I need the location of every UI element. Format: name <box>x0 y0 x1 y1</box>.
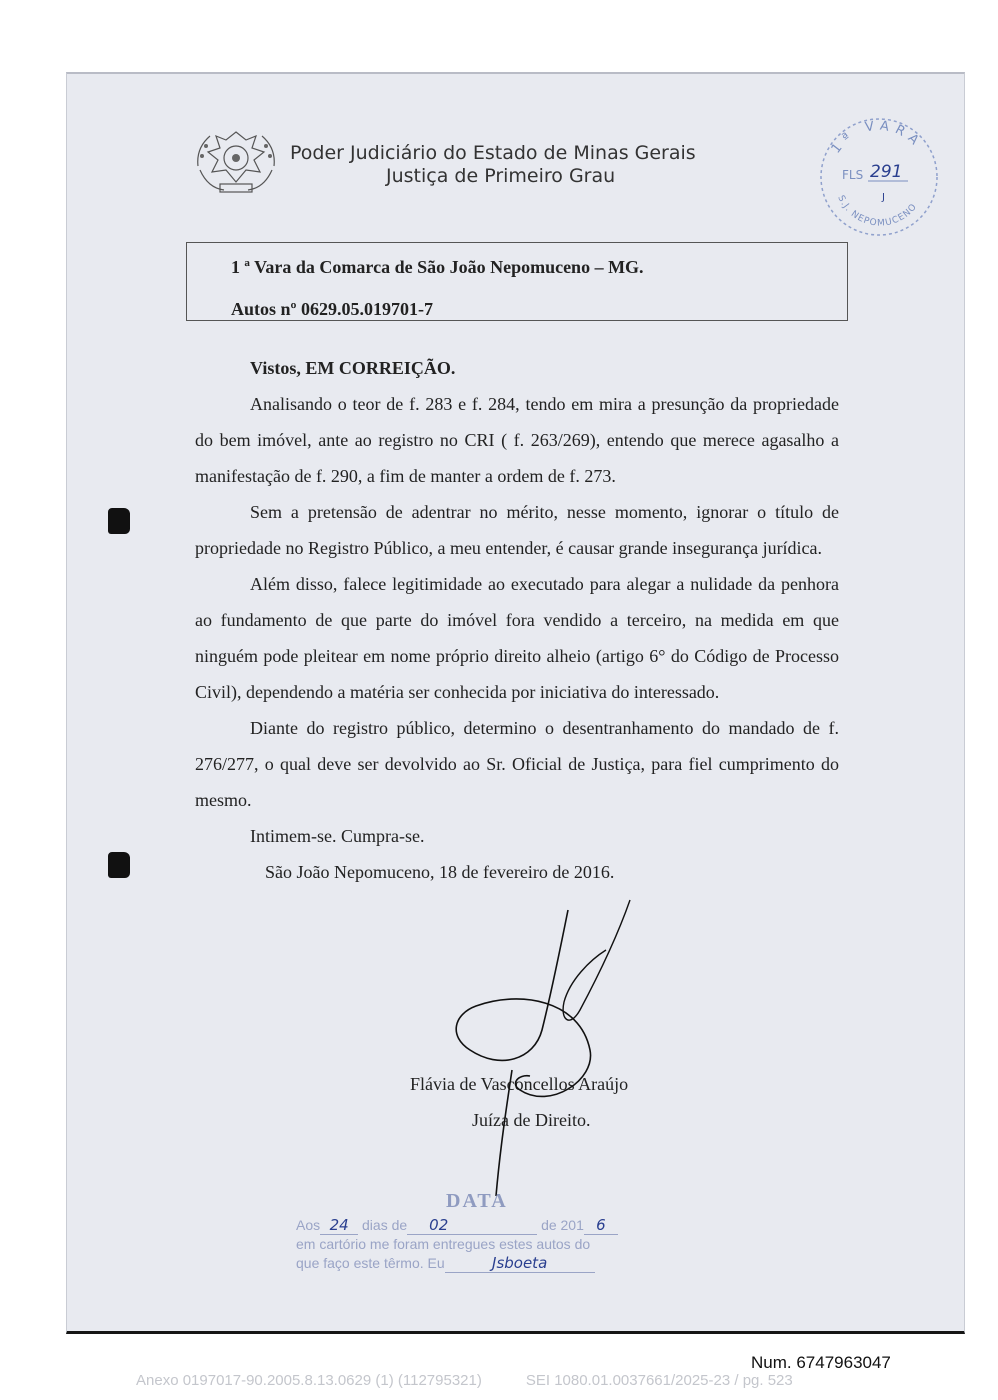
paragraph-3: Além disso, falece legitimidade ao executado para alegar a nulidade da penhora ao fundamento de que parte do imóvel fora vendido a terceiro, na medida em que ninguém pode pleitear em nome próprio direito alheio (artigo 6° do Código de Processo Civil), dependendo a matéria ser conhecida por iniciativa do interessado. <box>195 574 839 702</box>
punch-hole <box>108 852 130 878</box>
stamp-top-text: 1ª VARA <box>828 118 926 157</box>
date-line: São João Nepomuceno, 18 de fevereiro de 2016. <box>265 862 615 882</box>
fls-label: FLS <box>842 168 864 182</box>
handwritten-signature <box>430 890 670 1200</box>
data-stamp-line3: que faço este têrmo. Eu <box>296 1255 445 1271</box>
punch-hole <box>108 508 130 534</box>
signer-name: Flávia de Vasconcellos Araújo <box>410 1074 629 1094</box>
data-month: 02 <box>429 1216 449 1234</box>
court-name: 1 ª Vara da Comarca de São João Nepomuceno – MG. <box>231 257 644 277</box>
coat-of-arms-icon <box>190 126 282 198</box>
fls-mark: J <box>882 192 885 203</box>
data-year-digit: 6 <box>596 1216 606 1234</box>
sei-ref: SEI 1080.01.0037661/2025-23 / pg. 523 <box>525 1372 793 1389</box>
paragraph-4: Diante do registro público, determino o desentranhamento do mandado de f. 276/277, o qual deve ser devolvido ao Sr. Oficial de Justiça, para fiel cumprimento do mesmo. <box>195 718 839 810</box>
data-day: 24 <box>329 1216 349 1234</box>
data-stamp-row1 <box>296 1216 618 1235</box>
data-stamp-title: DATA <box>446 1190 508 1212</box>
letterhead-line2: Justiça de Primeiro Grau <box>386 165 616 187</box>
paragraph-1: Analisando o teor de f. 283 e f. 284, tendo em mira a presunção da propriedade do bem imóvel, ante ao registro no CRI ( f. 263/269), entendo que merece agasalho a manifestação de f. 290, a fim de manter a ordem de f. 273. <box>195 394 839 486</box>
footer-annex <box>136 1372 793 1389</box>
paragraph-5: Intimem-se. Cumpra-se. <box>250 826 425 846</box>
data-initials: Jsboeta <box>492 1254 548 1272</box>
annex-ref: Anexo 0197017-90.2005.8.13.0629 (1) (112795321) <box>136 1372 482 1389</box>
stamp-bottom-text: S.J. NEPOMUCENO <box>835 194 920 229</box>
decision-body <box>195 350 839 890</box>
data-de-201: de 201 <box>541 1217 584 1233</box>
fls-number: 291 <box>870 162 903 182</box>
letterhead-line1: Poder Judiciário do Estado de Minas Gerais <box>290 142 696 164</box>
case-number: Autos nº 0629.05.019701-7 <box>231 299 433 319</box>
svg-text:1ª VARA <box>829 119 926 157</box>
svg-text:S.J. NEPOMUCENO <box>835 194 919 229</box>
data-aos: Aos <box>296 1217 321 1233</box>
data-stamp-line2: em cartório me foram entregues estes autos do <box>296 1236 591 1252</box>
data-dias-de: dias de <box>362 1217 408 1233</box>
signer-role: Juíza de Direito. <box>472 1110 591 1130</box>
decision-heading: Vistos, EM CORREIÇÃO. <box>250 358 456 378</box>
case-header-box <box>186 242 848 321</box>
fls-stamp <box>812 110 946 244</box>
document-number: Num. 6747963047 <box>751 1353 891 1372</box>
paragraph-2: Sem a pretensão de adentrar no mérito, nesse momento, ignorar o título de propriedade no Registro Público, a meu entender, é causar grande insegurança jurídica. <box>195 502 839 558</box>
data-stamp-row3 <box>296 1254 595 1273</box>
letterhead <box>290 142 750 187</box>
